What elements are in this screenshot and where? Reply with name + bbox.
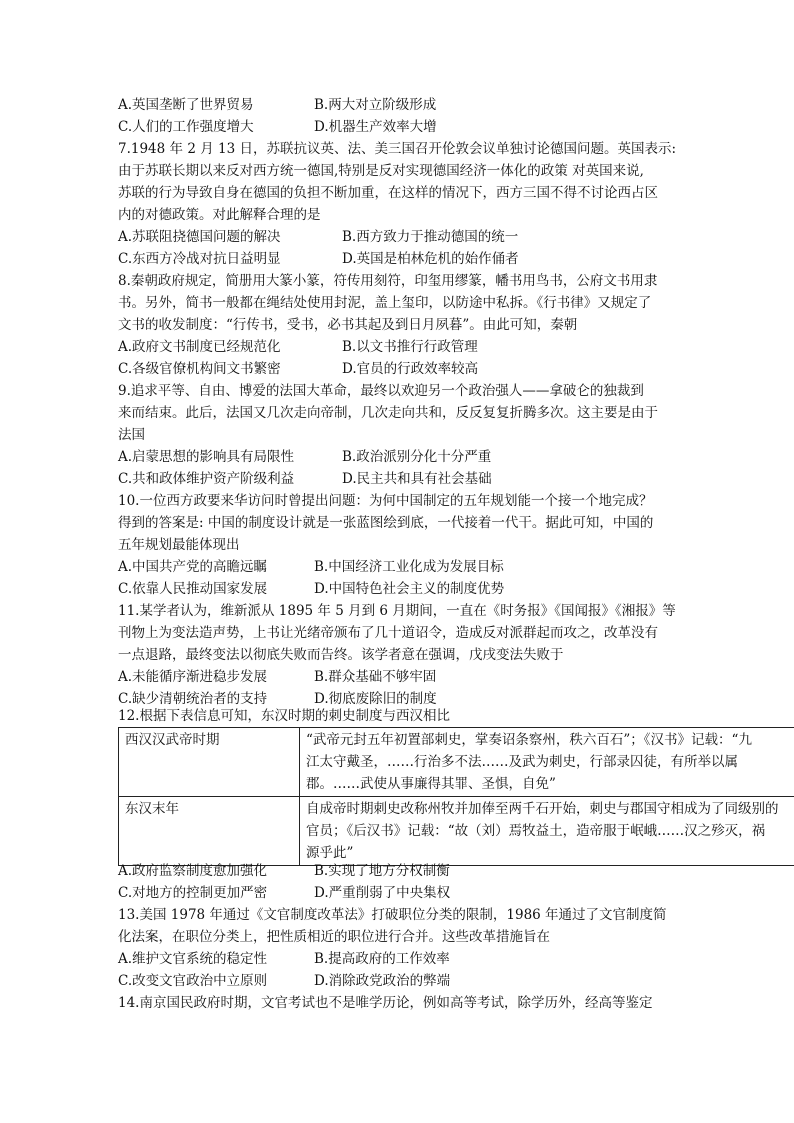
q11-option-d: D.彻底废除旧的制度 <box>314 691 437 707</box>
table-cell-content <box>300 728 794 797</box>
q10-stem-line: 10.一位西方政要来华访问时曾提出问题：为何中国制定的五年规划能一个接一个地完成？ <box>118 493 653 509</box>
q9-option-a: A.启蒙思想的影响具有局限性 <box>118 449 295 465</box>
q7-option-b: B.西方致力于推动德国的统一 <box>342 229 519 245</box>
q14-stem-line: 14.南京国民政府时期，文官考试也不是唯学历论，例如高等考试，除学历外，经高等鉴定 <box>118 995 653 1011</box>
q13-option-a: A.维护文官系统的稳定性 <box>118 951 268 967</box>
table-cell-line: 江太守戴圣，……行治多不法……及武为刺史，行部录囚徒，有所举以属 <box>306 754 738 770</box>
q6-option-c: C.人们的工作强度增大 <box>118 119 254 135</box>
q8-option-c: C.各级官僚机构间文书繁密 <box>118 361 281 377</box>
q11-option-b: B.群众基础不够牢固 <box>314 669 437 685</box>
q10-stem-line: 五年规划最能体现出 <box>118 537 240 553</box>
q11-stem-line: 刊物上为变法造声势，上书让光绪帝颁布了几十道诏令，造成反对派群起而攻之，改革没有 <box>118 625 658 641</box>
q11-stem-line: 一点退路，最终变法以彻底失败而告终。该学者意在强调，戊戌变法失败于 <box>118 647 564 663</box>
q7-stem-line: 苏联的行为导致自身在德国的负担不断加重，在这样的情况下，西方三国不得不讨论西占区 <box>118 185 658 201</box>
table-cell-period: 东汉末年 <box>119 797 300 866</box>
q8-stem-line: 8.秦朝政府规定，简册用大篆小篆，符传用刻符，印玺用缪篆，幡书用鸟书，公府文书用隶 <box>118 273 658 289</box>
table-cell-line: 自成帝时期刺史改称州牧并加俸至两千石开始，刺史与郡国守相成为了同级别的 <box>306 801 779 817</box>
q7-stem-line: 内的对德政策。对此解释合理的是 <box>118 207 321 223</box>
q13-option-c: C.改变文官政治中立原则 <box>118 973 268 989</box>
q6-option-d: D.机器生产效率大增 <box>314 119 437 135</box>
q8-stem-line: 书。另外，简书一般都在绳结处使用封泥，盖上玺印，以防途中私拆。《行书律》又规定了 <box>118 295 652 311</box>
table-cell-line: 官员；《后汉书》记载：“故（刘）焉牧益土，造帝服于岷峨……汉之殄灭，祸 <box>306 823 766 839</box>
q10-option-a: A.中国共产党的高瞻远瞩 <box>118 559 268 575</box>
q8-option-b: B.以文书推行行政管理 <box>342 339 478 355</box>
q9-option-c: C.共和政体维护资产阶级利益 <box>118 471 295 487</box>
q8-stem-line: 文书的收发制度：“行传书，受书，必书其起及到日月夙暮”。由此可知，秦朝 <box>118 317 578 333</box>
q11-option-a: A.未能循序渐进稳步发展 <box>118 669 268 685</box>
q13-option-d: D.消除政党政治的弊端 <box>314 973 451 989</box>
q12-option-b: B.实现了地方分权制衡 <box>314 863 450 879</box>
q9-stem-line: 法国 <box>118 427 145 443</box>
q7-stem-line: 由于苏联长期以来反对西方统一德国,特别是反对实现德国经济一体化的政策 对英国来说, <box>118 163 644 179</box>
q12-option-d: D.严重削弱了中央集权 <box>314 885 451 901</box>
table-cell-content <box>300 797 794 866</box>
table-row <box>119 797 794 866</box>
table-cell-line: 郡。……武使从事廉得其罪、圣惧，自免” <box>306 776 556 792</box>
q6-option-b: B.两大对立阶级形成 <box>314 97 437 113</box>
q7-option-a: A.苏联阻挠德国问题的解决 <box>118 229 281 245</box>
q10-option-d: D.中国特色社会主义的制度优势 <box>314 581 505 597</box>
q12-stem: 12.根据下表信息可知，东汉时期的刺史制度与西汉相比 <box>118 708 450 724</box>
q12-option-c: C.对地方的控制更加严密 <box>118 885 268 901</box>
q7-option-c: C.东西方冷战对抗日益明显 <box>118 251 281 267</box>
q9-option-d: D.民主共和具有社会基础 <box>342 471 492 487</box>
q8-option-a: A.政府文书制度已经规范化 <box>118 339 281 355</box>
table-cell-period: 西汉汉武帝时期 <box>119 728 300 797</box>
q10-option-c: C.依靠人民推动国家发展 <box>118 581 268 597</box>
q13-option-b: B.提高政府的工作效率 <box>314 951 450 967</box>
q12-table <box>118 727 794 866</box>
q7-stem-line: 7.1948 年 2 月 13 日，苏联抗议英、法、美三国召开伦敦会议单独讨论德国问题。英国表示: <box>118 141 677 157</box>
table-row <box>119 728 794 797</box>
table-cell-line: “武帝元封五年初置部刺史，掌奏诏条察州，秩六百石”；《汉书》记载：“九 <box>306 732 752 748</box>
q10-stem-line: 得到的答案是: 中国的制度设计就是一张蓝图绘到底，一代接着一代干。据此可知，中国的 <box>118 515 654 531</box>
q6-option-a: A.英国垄断了世界贸易 <box>118 97 254 113</box>
q13-stem-line: 13.美国 1978 年通过《文官制度改革法》打破职位分类的限制，1986 年通过了文官制度简 <box>118 907 667 923</box>
q9-stem-line: 来而结束。此后，法国又几次走向帝制，几次走向共和，反反复复折腾多次。这主要是由于 <box>118 405 658 421</box>
q7-option-d: D.英国是柏林危机的始作俑者 <box>342 251 519 267</box>
q13-stem-line: 化法案，在职位分类上，把性质相近的职位进行合并。这些改革措施旨在 <box>118 929 550 945</box>
table-cell-line: 源乎此” <box>306 845 354 861</box>
q11-option-c: C.缺少清朝统治者的支持 <box>118 691 268 707</box>
q9-stem-line: 9.追求平等、自由、博爱的法国大革命，最终以欢迎另一个政治强人——拿破仑的独裁到 <box>118 383 644 399</box>
q8-option-d: D.官员的行政效率较高 <box>342 361 479 377</box>
q11-stem-line: 11.某学者认为，维新派从 1895 年 5 月到 6 月期间，一直在《时务报》《国闻报》《湘报》等 <box>118 603 676 619</box>
q12-option-a: A.政府监察制度愈加强化 <box>118 863 268 879</box>
q9-option-b: B.政治派别分化十分严重 <box>342 449 492 465</box>
q10-option-b: B.中国经济工业化成为发展目标 <box>314 559 504 575</box>
